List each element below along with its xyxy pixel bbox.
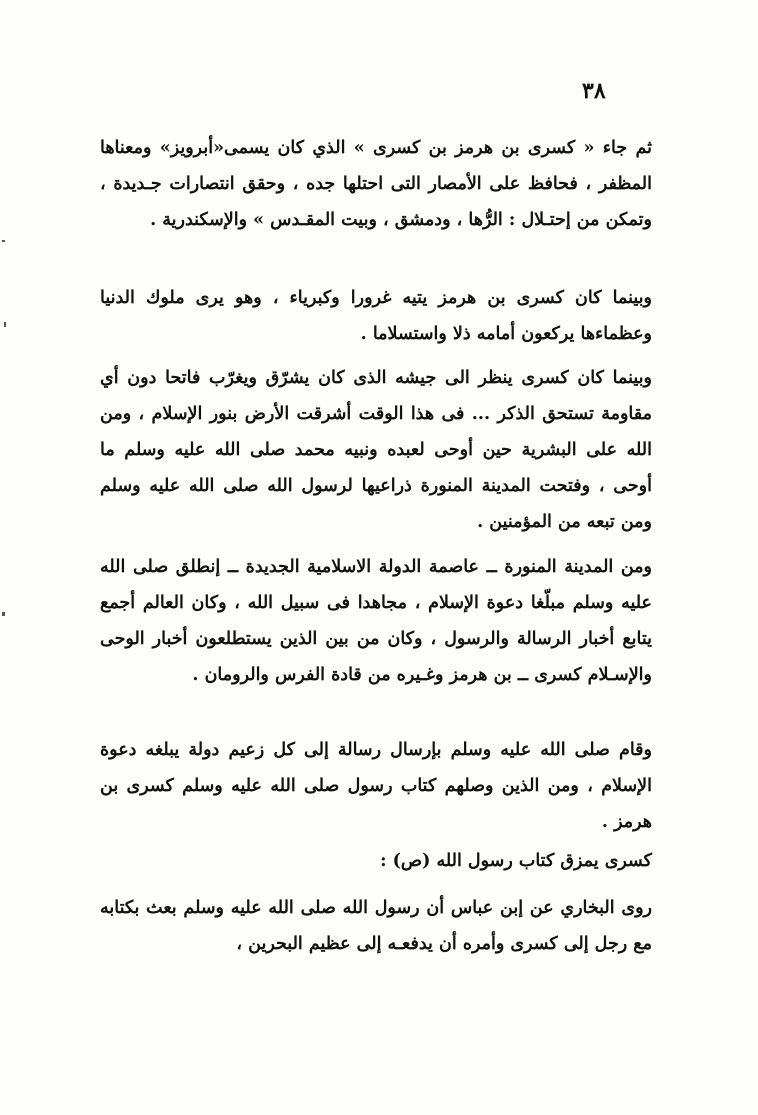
paragraph: روى البخاري عن إبن عباس أن رسول الله صلى الله عليه وسلم بعث بكتابه مع رجل إلى كسرى وأمره أن يدفعـه إلى عظيم البحرين ، bbox=[100, 898, 652, 954]
paragraph-6-block bbox=[100, 890, 652, 962]
paragraph-1-block bbox=[100, 130, 652, 238]
paragraph: وقام صلى الله عليه وسلم بإرسال رسالة إلى كل زعيم دولة يبلغه دعوة الإسلام ، ومن الذين وصلهم كتاب رسول صلى الله عليه وسلم كسرى بن هرمز . bbox=[100, 740, 652, 832]
scan-speck bbox=[2, 240, 5, 242]
scan-speck bbox=[4, 322, 6, 327]
paragraph-5-block bbox=[100, 732, 652, 840]
paragraph-4-block bbox=[100, 549, 652, 693]
paragraph: وبينما كان كسرى ينظر الى جيشه الذى كان يشرّق ويغرّب فاتحا دون أي مقاومة تستحق الذكر ... فى هذا الوقت أشرقت الأرض بنور الإسلام ، ومن الله على البشرية حين أوحى لعبده ونبيه محمد صلى الله عليه وسلم ما أوحى ، وفتحت المدينة المنورة ذراعيها لرسول الله صلى الله عليه وسلم ومن تبعه من المؤمنين . bbox=[100, 368, 652, 532]
section-heading: كسرى يمزق كتاب رسول الله (ص) : bbox=[380, 851, 652, 871]
paragraph: ثم جاء « كسرى بن هرمز بن كسرى » الذي كان يسمى«أبرويز» ومعناها المظفر ، فحافظ على الأمصار التى احتلها جده ، وحقق انتصارات جـديدة ، وتمكن من إحتـلال : الرُّها ، ودمشق ، وبيت المقـدس » والإسكندرية . bbox=[100, 138, 652, 230]
paragraph-2-block bbox=[100, 280, 652, 352]
scan-speck bbox=[2, 612, 5, 616]
paragraph: ومن المدينة المنورة ــ عاصمة الدولة الاسلامية الجديدة ــ إنطلق صلى الله عليه وسلم مبلّغا دعوة الإسلام ، مجاهدا فى سبيل الله ، وكان العالم أجمع يتابع أخبار الرسالة والرسول ، وكان من بين الذين يستطلعون أخبار الوحى والإسـلام كسرى ــ بن هرمز وغـيره من قادة الفرس والرومان . bbox=[100, 557, 652, 685]
page-number: ٣٨ bbox=[582, 78, 606, 104]
paragraph: وبينما كان كسرى بن هرمز يتيه غرورا وكبرياء ، وهو يرى ملوك الدنيا وعظماءها يركعون أمامه ذلا واستسلاما . bbox=[100, 288, 652, 344]
paragraph-3-block bbox=[100, 360, 652, 540]
